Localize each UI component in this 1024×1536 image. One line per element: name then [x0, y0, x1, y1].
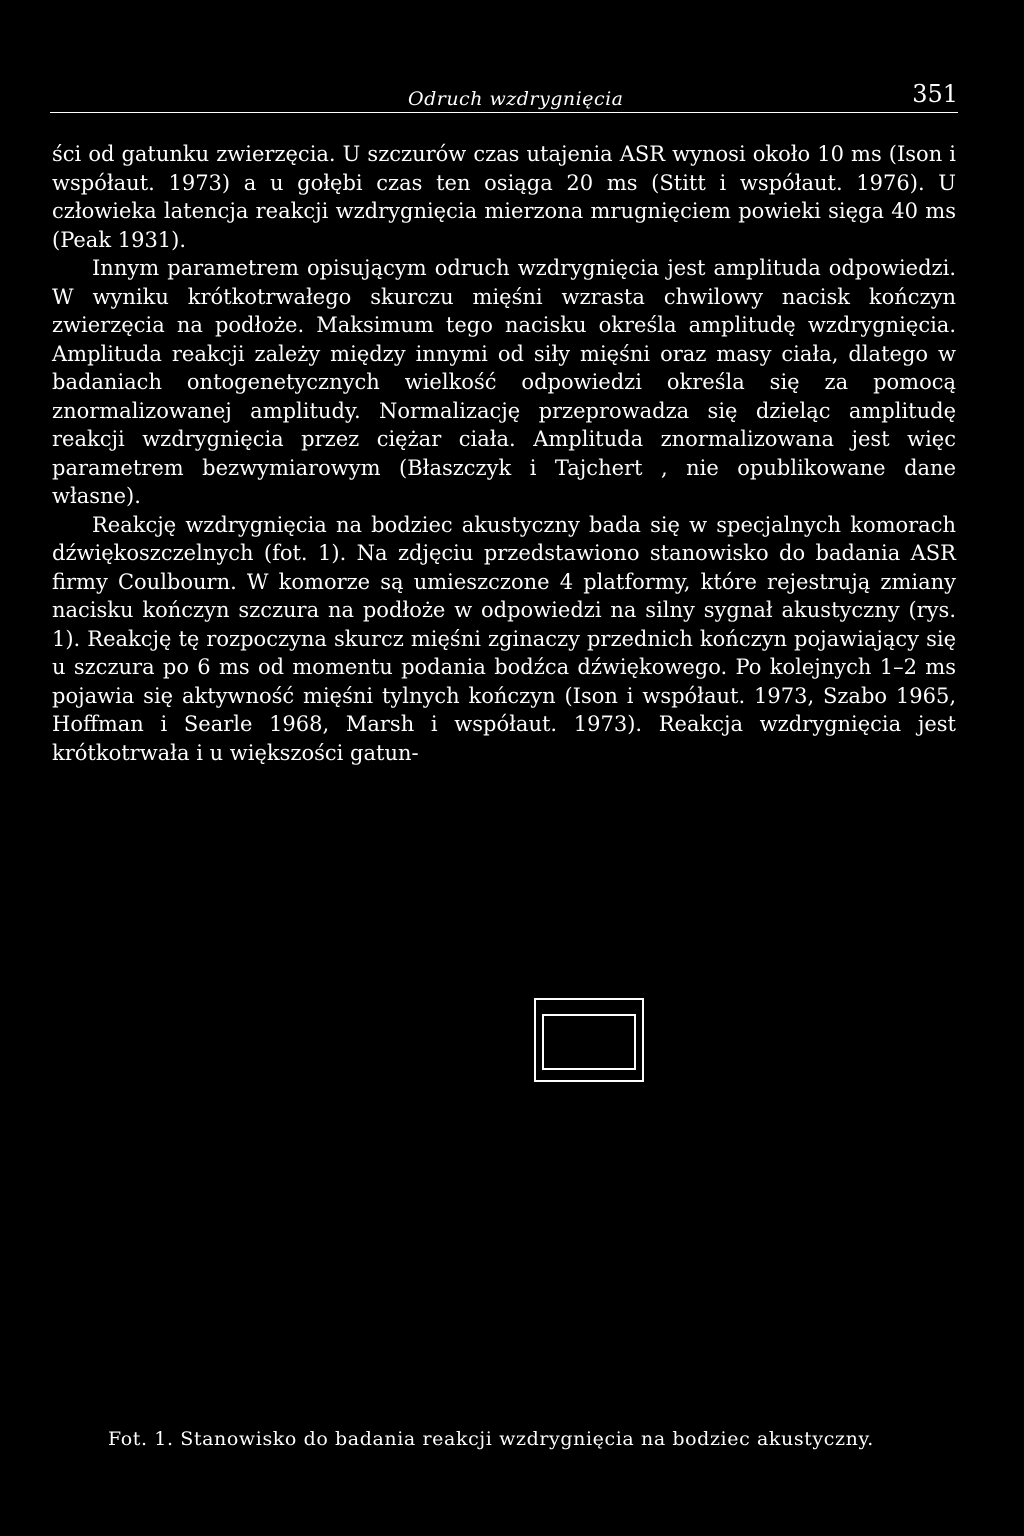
- running-title: Odruch wzdrygnięcia: [408, 88, 624, 110]
- paragraph-continuation: ści od gatunku zwierzęcia. U szczurów czas utajenia ASR wynosi około 10 ms (Ison i współaut. 1973) a u gołębi czas ten osiąga 20 ms (Stitt i współaut. 1976). U człowieka latencja reakcji wzdrygnięcia mierzona mrugnięciem powieki sięga 40 ms (Peak 1931).: [52, 142, 956, 252]
- photo-frame: [542, 1014, 636, 1070]
- page-header: [50, 76, 958, 113]
- paragraph-amplitude: Innym parametrem opisującym odruch wzdrygnięcia jest amplituda odpowiedzi. W wyniku krótkotrwałego skurczu mięśni wzrasta chwilowy nacisk kończyn zwierzęcia na podłoże. Maksimum tego nacisku określa amplitudę wzdrygnięcia. Amplituda reakcji zależy między innymi od siły mięśni oraz masy ciała, dlatego w badaniach ontogenetycznych wielkość odpowiedzi określa się za pomocą znormalizowanej amplitudy. Normalizację przeprowadza się dzieląc amplitudę reakcji wzdrygnięcia przez ciężar ciała. Amplituda znormalizowana jest więc parametrem bezwymiarowym (Błaszczyk i Tajchert , nie opublikowane dane własne).: [52, 256, 956, 508]
- photo-figure: [534, 998, 644, 1082]
- page-number: 351: [912, 80, 958, 108]
- paragraph-acoustic-stimulus: Reakcję wzdrygnięcia na bodziec akustyczny bada się w specjalnych komorach dźwiękoszczelnych (fot. 1). Na zdjęciu przedstawiono stanowisko do badania ASR firmy Coulbourn. W komorze są umieszczone 4 platformy, które rejestrują zmiany nacisku kończyn szczura na podłoże w odpowiedzi na silny sygnał akustyczny (rys. 1). Reakcję tę rozpoczyna skurcz mięśni zginaczy przednich kończyn pojawiający się u szczura po 6 ms od momentu podania bodźca dźwiękowego. Po kolejnych 1–2 ms pojawia się aktywność mięśni tylnych kończyn (Ison i współaut. 1973, Szabo 1965, Hoffman i Searle 1968, Marsh i współaut. 1973). Reakcja wzdrygnięcia jest krótkotrwała i u większości gatun-: [52, 512, 956, 765]
- figure-caption: Fot. 1. Stanowisko do badania reakcji wzdrygnięcia na bodziec akustyczny.: [108, 1428, 874, 1450]
- body-text: [52, 140, 956, 767]
